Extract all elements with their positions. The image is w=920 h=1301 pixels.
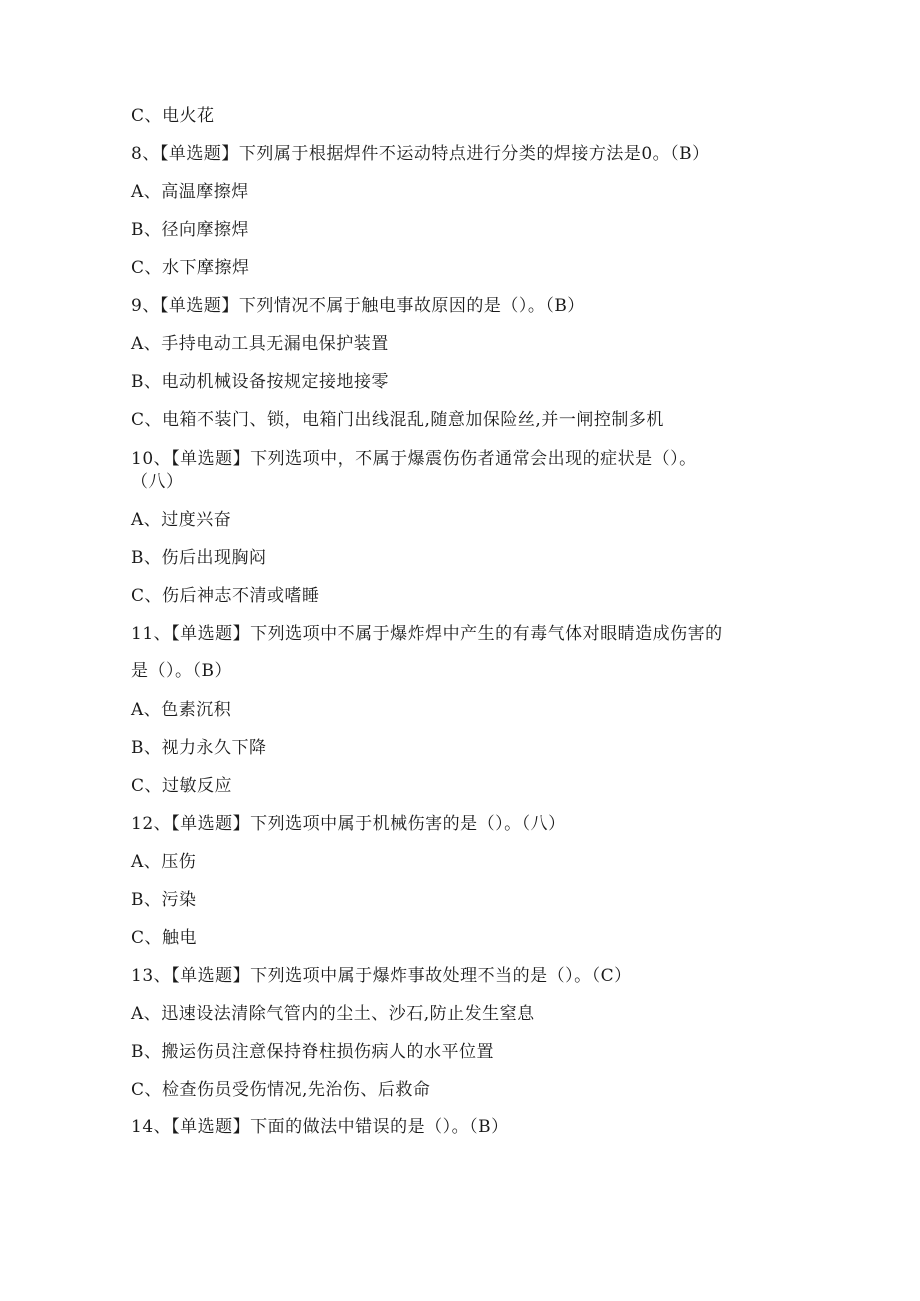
option-line: B、搬运伤员注意保持脊柱损伤病人的水平位置 [131,1042,494,1062]
option-line: B、径向摩擦焊 [131,220,249,240]
option-line: A、过度兴奋 [131,510,232,530]
question-10-answer: （八） [131,472,184,492]
option-line: C、水下摩擦焊 [131,258,250,278]
question-14: 14、【单选题】下面的做法中错误的是（）。（B） [131,1117,509,1137]
option-line: C、伤后神志不清或嗜睡 [131,586,320,606]
option-line: A、压伤 [131,852,197,872]
option-line: A、迅速设法清除气管内的尘土、沙石,防止发生窒息 [131,1004,535,1024]
question-10: 10、【单选题】下列选项中，不属于爆震伤伤者通常会出现的症状是（）。 [131,449,697,469]
option-line: A、高温摩擦焊 [131,182,249,202]
option-line: A、手持电动工具无漏电保护装置 [131,334,389,354]
option-line: C、检查伤员受伤情况,先治伤、后救命 [131,1080,431,1100]
option-line: B、视力永久下降 [131,738,267,758]
option-line: B、污染 [131,890,197,910]
option-line: C、电箱不装门、锁，电箱门出线混乱,随意加保险丝,并一闸控制多机 [131,410,664,430]
question-8: 8、【单选题】下列属于根据焊件不运动特点进行分类的焊接方法是0。（B） [131,144,710,164]
question-9: 9、【单选题】下列情况不属于触电事故原因的是（）。（B） [131,296,585,316]
option-line: B、电动机械设备按规定接地接零 [131,372,389,392]
question-12: 12、【单选题】下列选项中属于机械伤害的是（）。（八） [131,814,566,834]
question-11: 11、【单选题】下列选项中不属于爆炸焊中产生的有毒气体对眼睛造成伤害的 [131,624,723,644]
option-line: B、伤后出现胸闷 [131,548,267,568]
text-line: C、电火花 [131,106,215,126]
question-11-continued: 是（）。（B） [131,661,232,681]
option-line: C、过敏反应 [131,776,233,796]
option-line: A、色素沉积 [131,700,232,720]
option-line: C、触电 [131,928,198,948]
question-13: 13、【单选题】下列选项中属于爆炸事故处理不当的是（）。（C） [131,966,632,986]
